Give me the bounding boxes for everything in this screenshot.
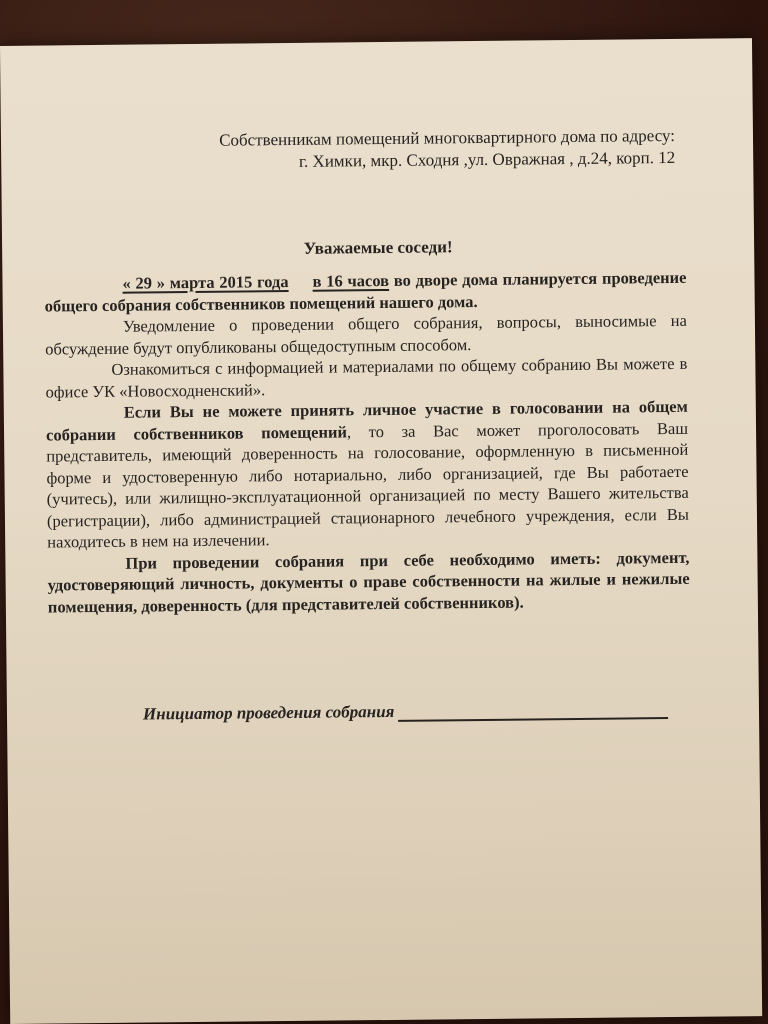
signature-line: [398, 699, 668, 722]
greeting-heading: Уважаемые соседи!: [303, 237, 453, 258]
initiator-signature: [143, 699, 669, 725]
materials-paragraph: Ознакомиться с информацией и материалами по общему собранию Вы можете в офисе УК «Новосходненский».: [45, 353, 688, 402]
meeting-date: « 29 » марта 2015 года в 16 часов: [122, 270, 390, 293]
addressee-line-2: г. Химки, мкр. Сходня ,ул. Овражная , д.24, корп. 12: [298, 147, 676, 171]
notice-body: [44, 267, 690, 618]
initiator-label: Инициатор проведения собрания: [142, 701, 395, 724]
proxy-condition: Если Вы не можете принять личное участие в голосовании на общем собрании собственников помещений: [45, 396, 688, 445]
addressee-block: [219, 125, 675, 174]
documents-paragraph: При проведении собрания при себе необходимо иметь: документ, удостоверяющий личность, документы о праве собственности на жилые и нежилые помещения, доверенность (для представителей собственников).: [47, 547, 690, 617]
meeting-time: в 16 часов: [312, 270, 390, 291]
proxy-details: , то за Вас может проголосовать Ваш представитель, имеющий доверенность на голосование, оформленную в письменной форме и удостоверенную либо нотариально, либо организацией, где Вы работаете (учитесь), или жилищно-эксплуатационной организацией по месту Вашего жительства (регистрации), либо администрацией стационарного лечебного учреждения, если Вы находитесь в нем на излечении.: [46, 418, 690, 552]
meeting-announcement: [44, 267, 686, 317]
proxy-paragraph: [46, 396, 690, 553]
notice-paper: [0, 38, 762, 1024]
notification-paragraph: Уведомление о проведении общего собрания, вопросы, выносимые на обсуждение будут опубликованы общедоступным способом.: [45, 310, 688, 359]
addressee-line-1: Собственникам помещений многоквартирного дома по адресу:: [219, 125, 676, 150]
meeting-place: во дворе дома планируется проведение общего собрания собственников помещений нашего дома.: [44, 267, 687, 316]
